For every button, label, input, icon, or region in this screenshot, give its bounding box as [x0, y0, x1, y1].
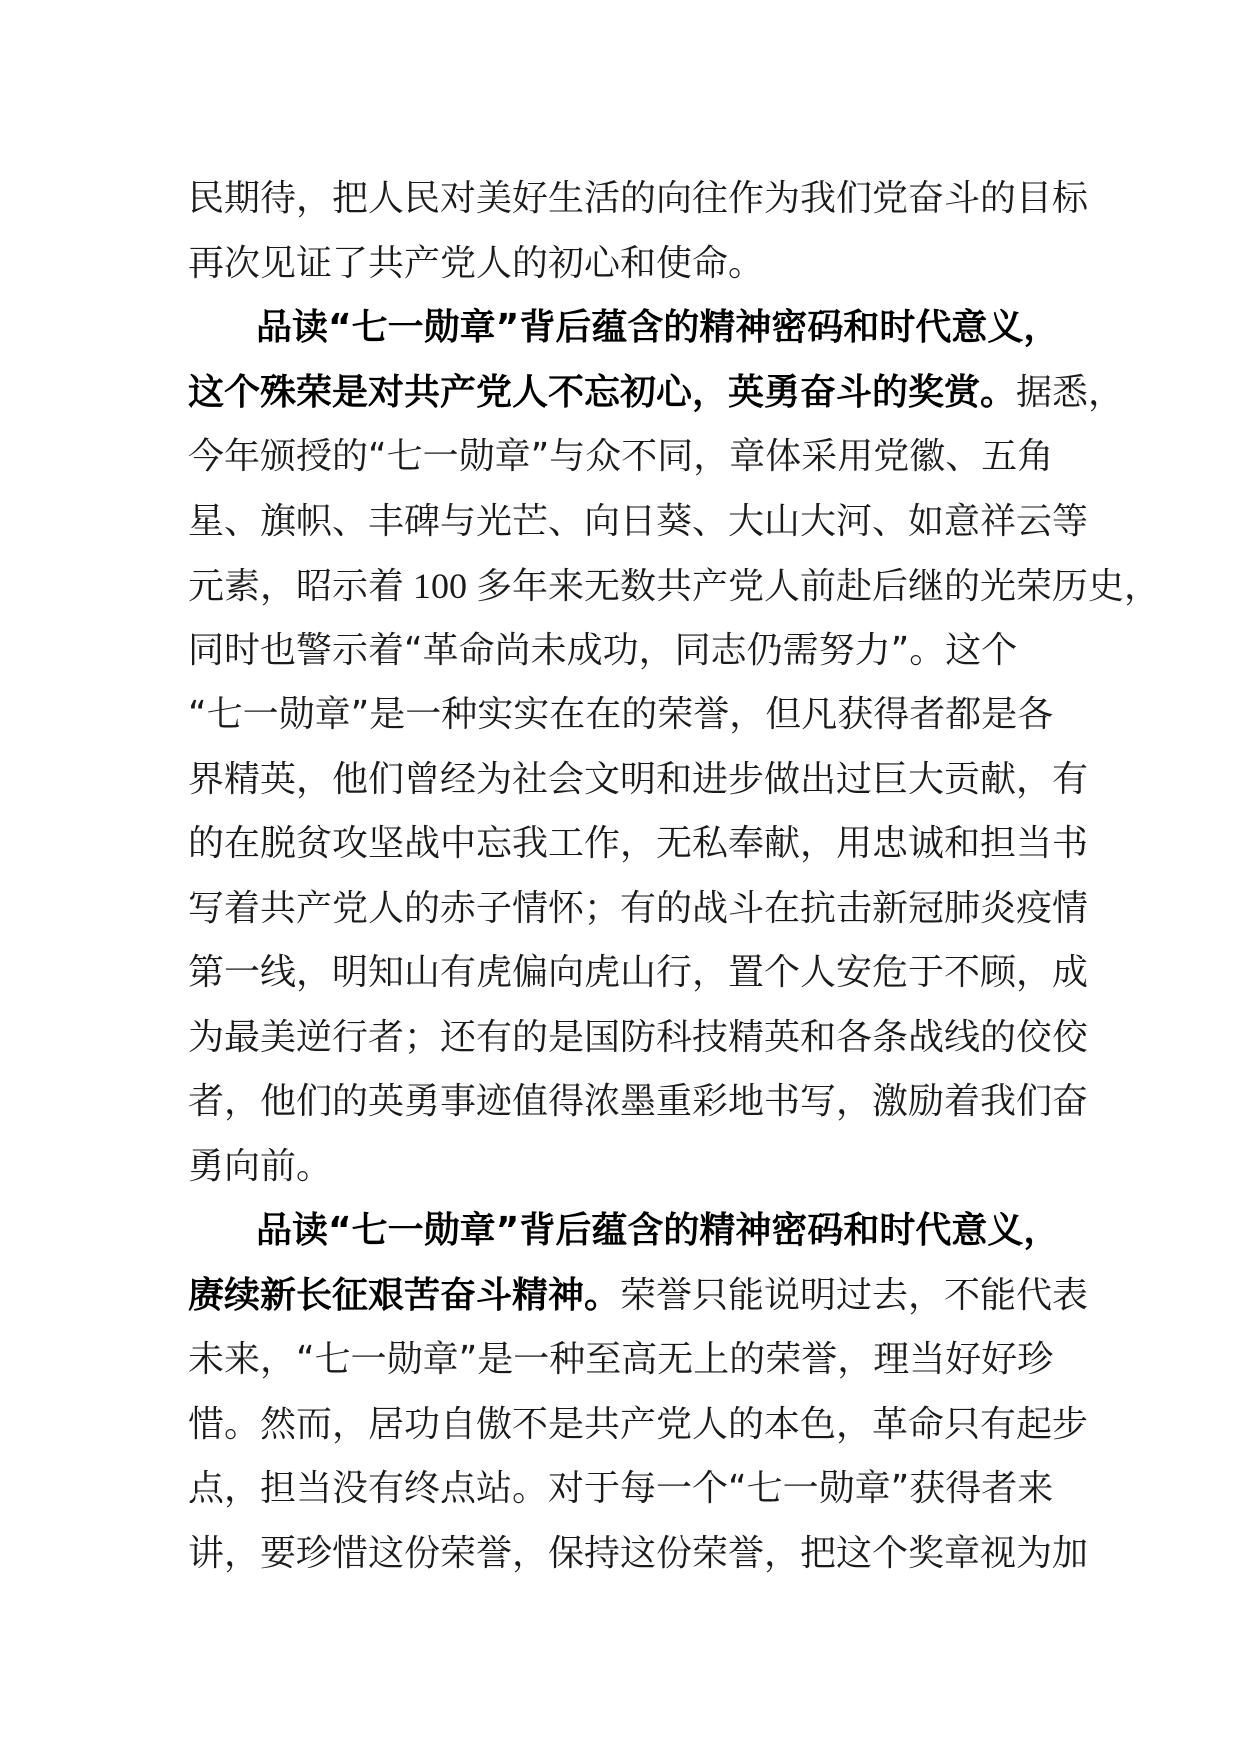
- text-line: [188, 490, 1089, 555]
- text-line: [188, 1522, 1089, 1587]
- text-line: [188, 1264, 1089, 1329]
- text-line: [188, 554, 1161, 619]
- text-segment: 界精英，他们曾经为社会文明和进步做出过巨大贡献，有: [188, 758, 1089, 800]
- body-text: [188, 167, 1161, 1586]
- text-line: [188, 361, 1125, 426]
- text-segment: 为最美逆行者；还有的是国防科技精英和各条战线的佼佼: [188, 1016, 1089, 1058]
- text-segment: 星、旗帜、丰碑与光芒、向日葵、大山大河、如意祥云等: [188, 500, 1089, 542]
- text-segment: 100: [404, 566, 477, 606]
- text-line: [188, 296, 1060, 361]
- text-segment: 再次见证了共产党人的初心和使命。: [188, 242, 765, 284]
- text-line: [188, 683, 1060, 748]
- text-segment: 第一线，明知山有虎偏向虎山行，置个人安危于不顾，成: [188, 952, 1089, 993]
- text-line: [188, 1457, 1060, 1522]
- text-line: [188, 167, 1089, 232]
- text-segment: 据悉，: [1016, 371, 1125, 413]
- text-line: [188, 812, 1089, 877]
- bold-text-segment: 这个殊荣是对共产党人不忘初心，英勇奋斗的奖赏。: [188, 371, 1017, 413]
- text-segment: 未来，“七一勋章”是一种至高无上的荣誉，理当好好珍: [188, 1339, 1054, 1380]
- text-line: [188, 232, 1060, 297]
- text-segment: 多年来无数共产党人前赴后继的光荣历史，: [476, 566, 1161, 607]
- text-line: [188, 1393, 1089, 1458]
- text-segment: 荣誉只能说明过去，不能代表: [620, 1274, 1089, 1316]
- text-segment: 勇向前。: [188, 1145, 333, 1187]
- text-segment: 点，担当没有终点站。对于每一个“七一勋章”获得者来: [188, 1468, 1054, 1509]
- bold-text-segment: 赓续新长征艰苦奋斗精神。: [188, 1274, 621, 1316]
- text-segment: 的在脱贫攻坚战中忘我工作，无私奉献，用忠诚和担当书: [188, 823, 1089, 864]
- text-line: [188, 1135, 1060, 1200]
- text-segment: “七一勋章”是一种实实在在的荣誉，但凡获得者都是各: [188, 694, 1054, 735]
- text-segment: 写着共产党人的赤子情怀；有的战斗在抗击新冠肺炎疫情: [188, 887, 1089, 929]
- text-line: [188, 425, 1060, 490]
- text-segment: 惜。然而，居功自傲不是共产党人的本色，革命只有起步: [188, 1403, 1089, 1445]
- text-segment: 讲，要珍惜这份荣誉，保持这份荣誉，把这个奖章视为加: [188, 1532, 1089, 1574]
- text-segment: 民期待，把人民对美好生活的向往作为我们党奋斗的目标: [188, 178, 1089, 219]
- text-line: [188, 1328, 1060, 1393]
- text-line: [188, 619, 1060, 684]
- text-segment: 者，他们的英勇事迹值得浓墨重彩地书写，激励着我们奋: [188, 1081, 1089, 1122]
- text-line: [188, 1006, 1089, 1071]
- text-line: [188, 941, 1089, 1006]
- text-line: [188, 748, 1089, 813]
- text-segment: 元素，昭示着: [188, 566, 405, 607]
- text-line: [188, 877, 1089, 942]
- text-line: [188, 1070, 1089, 1135]
- text-segment: 今年颁授的“七一勋章”与众不同，章体采用党徽、五角: [188, 436, 1054, 477]
- text-line: [188, 1199, 1060, 1264]
- bold-text-segment: 品读“七一勋章”背后蕴含的精神密码和时代意义，: [256, 307, 1060, 348]
- text-segment: 同时也警示着“革命尚未成功，同志仍需努力”。这个: [188, 629, 1018, 671]
- bold-text-segment: 品读“七一勋章”背后蕴含的精神密码和时代意义，: [256, 1210, 1060, 1251]
